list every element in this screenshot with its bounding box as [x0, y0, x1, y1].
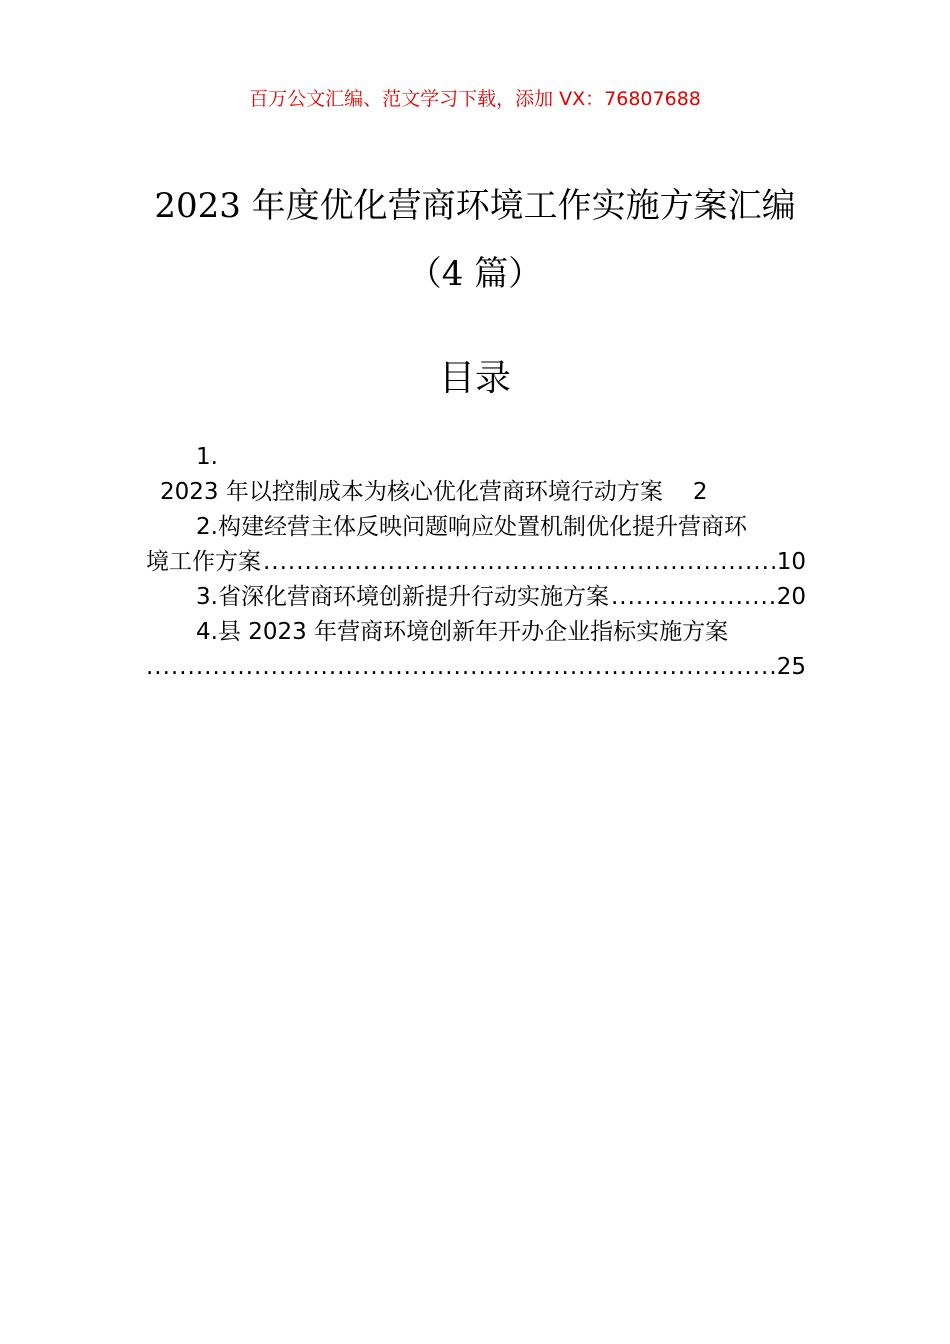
promo-banner: 百万公文汇编、范文学习下载，添加 VX：76807688 [249, 88, 701, 110]
toc-entry-1-number[interactable]: 1. [196, 444, 218, 470]
document-subtitle: （4 篇） [407, 254, 543, 294]
toc-entry-4-line1[interactable]: 4.县 2023 年营商环境创新年开办企业指标实施方案 [196, 619, 729, 645]
toc-leader-dots [263, 545, 775, 580]
table-of-contents [146, 440, 806, 685]
toc-entry-1-title: 2023 年以控制成本为核心优化营商环境行动方案 [160, 479, 663, 505]
toc-entry-2-line1[interactable]: 2.构建经营主体反映问题响应处置机制优化提升营商环 [196, 514, 747, 540]
toc-leader-dots [146, 650, 775, 685]
toc-entry-2[interactable] [146, 545, 806, 580]
toc-heading: 目录 [438, 358, 511, 399]
toc-entry-1[interactable] [146, 475, 806, 510]
toc-entry-3-page: 20 [776, 584, 806, 610]
toc-entry-3[interactable] [146, 580, 806, 615]
toc-entry-1-page: 2 [692, 479, 708, 505]
toc-entry-4-page: 25 [776, 654, 806, 680]
toc-entry-4[interactable] [146, 650, 806, 685]
toc-entry-2-line2: 境工作方案 [146, 549, 261, 575]
document-title: 2023 年度优化营商环境工作实施方案汇编 [154, 186, 796, 226]
toc-leader-dots [611, 580, 775, 615]
toc-entry-2-page: 10 [776, 549, 806, 575]
toc-entry-3-title: 3.省深化营商环境创新提升行动实施方案 [196, 584, 609, 610]
